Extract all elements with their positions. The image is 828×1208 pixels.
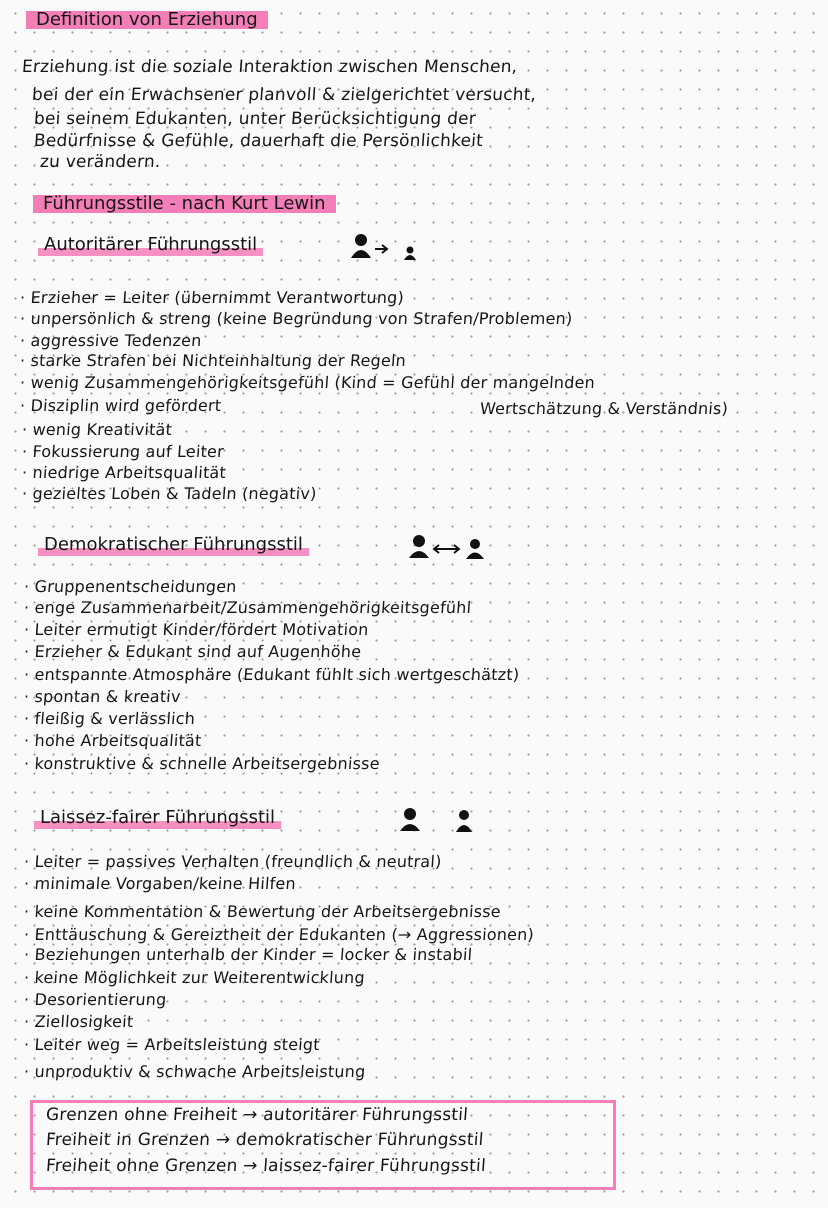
definition-line: bei der ein Erwachsener planvoll & zielgerichtet versucht, (31, 85, 537, 105)
bullet: · starke Strafen bei Nichteinhaltung der Regeln (19, 351, 407, 370)
person-arrow-person-icon (350, 232, 420, 262)
bullet: · gezieltes Loben & Tadeln (negativ) (21, 484, 318, 503)
bullet: · niedrige Arbeitsqualität (21, 463, 227, 482)
bullet: · Beziehungen unterhalb der Kinder = locker & instabil (23, 945, 473, 964)
page-title: Definition von Erziehung (26, 6, 268, 34)
definition-line: Bedürfnisse & Gefühle, dauerhaft die Persönlichkeit (33, 131, 484, 151)
bullet: · Erzieher & Edukant sind auf Augenhöhe (23, 642, 362, 661)
bullet-continuation: Wertschätzung & Verständnis) (479, 399, 729, 418)
definition-line: Erziehung ist die soziale Interaktion zwischen Menschen, (21, 57, 519, 77)
heading-laissez-faire: Laissez-fairer Führungsstil (34, 805, 281, 831)
bullet: · konstruktive & schnelle Arbeitsergebnisse (23, 754, 381, 773)
heading-autoritaer: Autoritärer Führungsstil (38, 232, 263, 258)
two-persons-icon (398, 805, 478, 835)
bullet: · Leiter = passives Verhalten (freundlich & neutral) (23, 852, 443, 871)
bullet: · Erzieher = Leiter (übernimmt Verantwortung) (19, 288, 405, 307)
bullet: · wenig Zusammengehörigkeitsgefühl (Kind = Gefühl der mangelnden (19, 373, 596, 392)
person-bidirectional-person-icon (408, 532, 498, 562)
definition-line: zu verändern. (39, 152, 162, 172)
bullet: · Leiter ermutigt Kinder/fördert Motivation (23, 620, 370, 639)
bullet: · Disziplin wird gefördert (19, 396, 222, 415)
bullet: · hohe Arbeitsqualität (23, 731, 203, 750)
bullet: · entspannte Atmosphäre (Edukant fühlt sich wertgeschätzt) (23, 665, 520, 684)
bullet: · aggressive Tedenzen (19, 331, 203, 350)
bullet: · keine Möglichkeit zur Weiterentwicklung (23, 968, 366, 987)
heading-demokratisch: Demokratischer Führungsstil (38, 532, 309, 558)
bullet: · Desorientierung (23, 990, 168, 1009)
bullet: · Ziellosigkeit (23, 1012, 135, 1031)
bullet: · spontan & kreativ (23, 687, 182, 706)
bullet: · unpersönlich & streng (keine Begründung von Strafen/Problemen) (19, 309, 574, 328)
summary-line: Grenzen ohne Freiheit → autoritärer Führungsstil (45, 1105, 469, 1125)
summary-line: Freiheit ohne Grenzen → laissez-fairer Führungsstil (45, 1156, 487, 1176)
bullet: · Enttäuschung & Gereiztheit der Edukanten (→ Aggressionen) (23, 925, 535, 944)
bullet: · Leiter weg = Arbeitsleistung steigt (23, 1035, 321, 1054)
section-title: Führungsstile - nach Kurt Lewin (33, 190, 336, 218)
definition-line: bei seinem Edukanten, unter Berücksichtigung der (33, 109, 477, 129)
summary-line: Freiheit in Grenzen → demokratischer Führungsstil (45, 1130, 485, 1150)
bullet: · unproduktiv & schwache Arbeitsleistung (23, 1062, 367, 1081)
bullet: · keine Kommentation & Bewertung der Arbeitsergebnisse (23, 902, 502, 921)
bullet: · enge Zusammenarbeit/Zusammengehörigkeitsgefühl (23, 598, 472, 617)
bullet: · wenig Kreativität (21, 420, 173, 439)
bullet: · Fokussierung auf Leiter (21, 442, 225, 461)
bullet: · Gruppenentscheidungen (23, 577, 238, 596)
bullet: · fleißig & verlässlich (23, 709, 196, 728)
bullet: · minimale Vorgaben/keine Hilfen (23, 874, 297, 893)
